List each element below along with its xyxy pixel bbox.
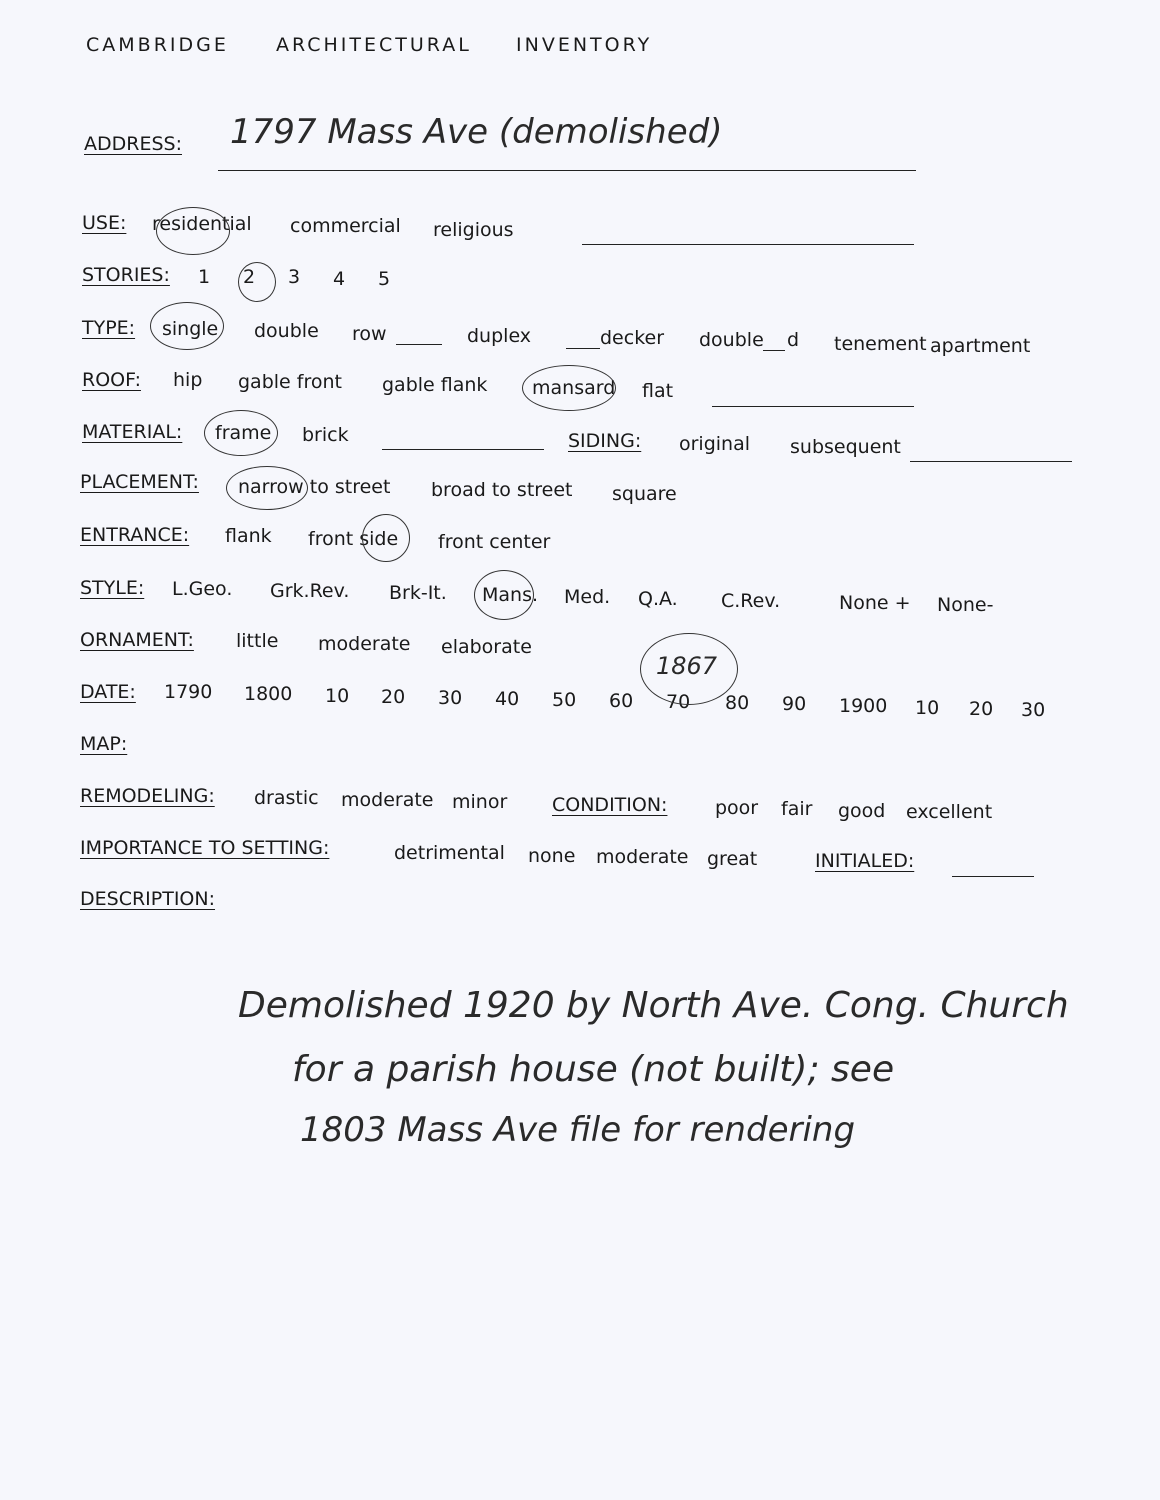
entrance-label: ENTRANCE: xyxy=(80,524,190,546)
roof-option-gable-front: gable front xyxy=(238,371,342,393)
date-label: DATE: xyxy=(80,681,136,703)
roof-option-gable-flank: gable flank xyxy=(382,374,488,396)
entrance-option-front-center: front center xyxy=(438,531,551,553)
style-option-lgeo: L.Geo. xyxy=(172,578,233,600)
type-option-double: double xyxy=(254,320,319,342)
roof-other-line xyxy=(712,406,914,407)
date-option-1790: 1790 xyxy=(164,681,213,703)
material-circle-mark xyxy=(204,410,278,456)
use-label: USE: xyxy=(82,212,127,234)
siding-label: SIDING: xyxy=(568,430,642,452)
importance-option-great: great xyxy=(707,848,758,870)
stories-option-4: 4 xyxy=(333,268,346,290)
type-option-tenement: tenement xyxy=(834,333,927,355)
style-option-mans: Mans. xyxy=(482,584,539,606)
importance-option-moderate: moderate xyxy=(596,846,689,868)
ornament-option-little: little xyxy=(236,630,279,652)
remodeling-option-minor: minor xyxy=(452,791,508,813)
roof-option-flat: flat xyxy=(642,380,674,402)
date-option-80: 80 xyxy=(725,692,750,714)
roof-option-mansard: mansard xyxy=(532,377,616,399)
header-word-2: ARCHITECTURAL xyxy=(276,34,472,56)
type-row-line xyxy=(396,344,442,345)
initialed-line xyxy=(952,876,1034,877)
material-label: MATERIAL: xyxy=(82,421,183,443)
remodeling-label: REMODELING: xyxy=(80,785,215,807)
date-option-50: 50 xyxy=(552,689,577,711)
date-option-60: 60 xyxy=(609,690,634,712)
stories-option-5: 5 xyxy=(378,268,391,290)
material-option-frame: frame xyxy=(215,422,272,444)
type-option-d: d xyxy=(787,329,800,351)
style-option-none-minus: None- xyxy=(937,594,994,616)
roof-option-hip: hip xyxy=(173,369,203,391)
roof-label: ROOF: xyxy=(82,369,141,391)
date-option-70: 70 xyxy=(666,691,691,713)
placement-label: PLACEMENT: xyxy=(80,471,199,493)
placement-option-broad: broad to street xyxy=(431,479,573,501)
type-option-duplex: duplex xyxy=(467,325,532,347)
style-option-qa: Q.A. xyxy=(638,588,678,610)
roof-circle-mark xyxy=(522,365,616,411)
date-option-10b: 10 xyxy=(915,697,940,719)
placement-option-square: square xyxy=(612,483,677,505)
type-option-apartment: apartment xyxy=(930,335,1031,357)
date-option-1800: 1800 xyxy=(244,683,293,705)
style-circle-mark xyxy=(474,570,534,620)
type-double-d-line xyxy=(763,350,785,351)
siding-option-original: original xyxy=(679,433,751,455)
importance-option-detrimental: detrimental xyxy=(394,842,505,864)
ornament-label: ORNAMENT: xyxy=(80,629,194,651)
importance-option-none: none xyxy=(528,845,576,867)
condition-option-poor: poor xyxy=(715,797,759,819)
style-option-med: Med. xyxy=(564,586,611,608)
date-handwritten: 1867 xyxy=(656,652,718,680)
header-word-3: INVENTORY xyxy=(516,34,653,56)
style-option-crev: C.Rev. xyxy=(721,590,781,612)
type-option-single: single xyxy=(162,318,219,340)
description-line-2: for a parish house (not built); see xyxy=(292,1049,895,1090)
date-option-30: 30 xyxy=(438,687,463,709)
use-other-line xyxy=(582,244,914,245)
stories-option-1: 1 xyxy=(198,266,211,288)
remodeling-option-drastic: drastic xyxy=(254,787,319,809)
entrance-option-front-side: front side xyxy=(308,528,399,550)
siding-other-line xyxy=(910,461,1072,462)
type-option-decker: decker xyxy=(600,327,665,349)
style-label: STYLE: xyxy=(80,577,145,599)
stories-label: STORIES: xyxy=(82,264,170,286)
style-option-brkit: Brk-It. xyxy=(389,582,447,604)
style-option-grkrev: Grk.Rev. xyxy=(270,580,350,602)
entrance-circle-mark xyxy=(362,514,410,562)
type-label: TYPE: xyxy=(82,317,136,339)
type-option-double-d: double xyxy=(699,329,764,351)
condition-option-excellent: excellent xyxy=(906,801,993,823)
placement-option-narrow: narrow to street xyxy=(238,476,391,498)
stories-option-3: 3 xyxy=(288,266,301,288)
type-option-row: row xyxy=(352,323,387,345)
address-value: 1797 Mass Ave (demolished) xyxy=(230,112,723,152)
use-option-commercial: commercial xyxy=(290,215,401,237)
style-option-none-plus: None + xyxy=(839,592,911,614)
ornament-option-moderate: moderate xyxy=(318,633,411,655)
remodeling-option-moderate: moderate xyxy=(341,789,434,811)
use-option-residential: residential xyxy=(152,213,252,235)
importance-label: IMPORTANCE TO SETTING: xyxy=(80,837,330,859)
date-option-40: 40 xyxy=(495,688,520,710)
header-word-1: CAMBRIDGE xyxy=(86,34,229,56)
date-option-10: 10 xyxy=(325,685,350,707)
map-label: MAP: xyxy=(80,733,128,755)
type-circle-mark xyxy=(150,302,224,350)
siding-option-subsequent: subsequent xyxy=(790,436,901,458)
description-line-3: 1803 Mass Ave file for rendering xyxy=(300,1110,856,1150)
date-option-1900: 1900 xyxy=(839,695,888,717)
initialed-label: INITIALED: xyxy=(815,850,915,872)
address-line xyxy=(218,170,916,171)
condition-option-fair: fair xyxy=(781,798,813,820)
use-option-religious: religious xyxy=(433,219,514,241)
address-label: ADDRESS: xyxy=(84,133,182,155)
date-option-30b: 30 xyxy=(1021,699,1046,721)
description-line-1: Demolished 1920 by North Ave. Cong. Church xyxy=(238,985,1069,1026)
type-decker-line xyxy=(566,348,600,349)
date-option-20b: 20 xyxy=(969,698,994,720)
material-option-brick: brick xyxy=(302,424,349,446)
placement-circle-mark xyxy=(226,466,308,510)
description-label: DESCRIPTION: xyxy=(80,888,216,910)
ornament-option-elaborate: elaborate xyxy=(441,636,532,658)
condition-option-good: good xyxy=(838,800,886,822)
condition-label: CONDITION: xyxy=(552,794,668,816)
date-option-90: 90 xyxy=(782,693,807,715)
date-option-20: 20 xyxy=(381,686,406,708)
entrance-option-flank: flank xyxy=(225,525,272,547)
stories-option-2: 2 xyxy=(243,266,256,288)
stories-circle-mark xyxy=(238,262,276,302)
material-other-line xyxy=(382,449,544,450)
use-circle-mark xyxy=(156,207,230,255)
